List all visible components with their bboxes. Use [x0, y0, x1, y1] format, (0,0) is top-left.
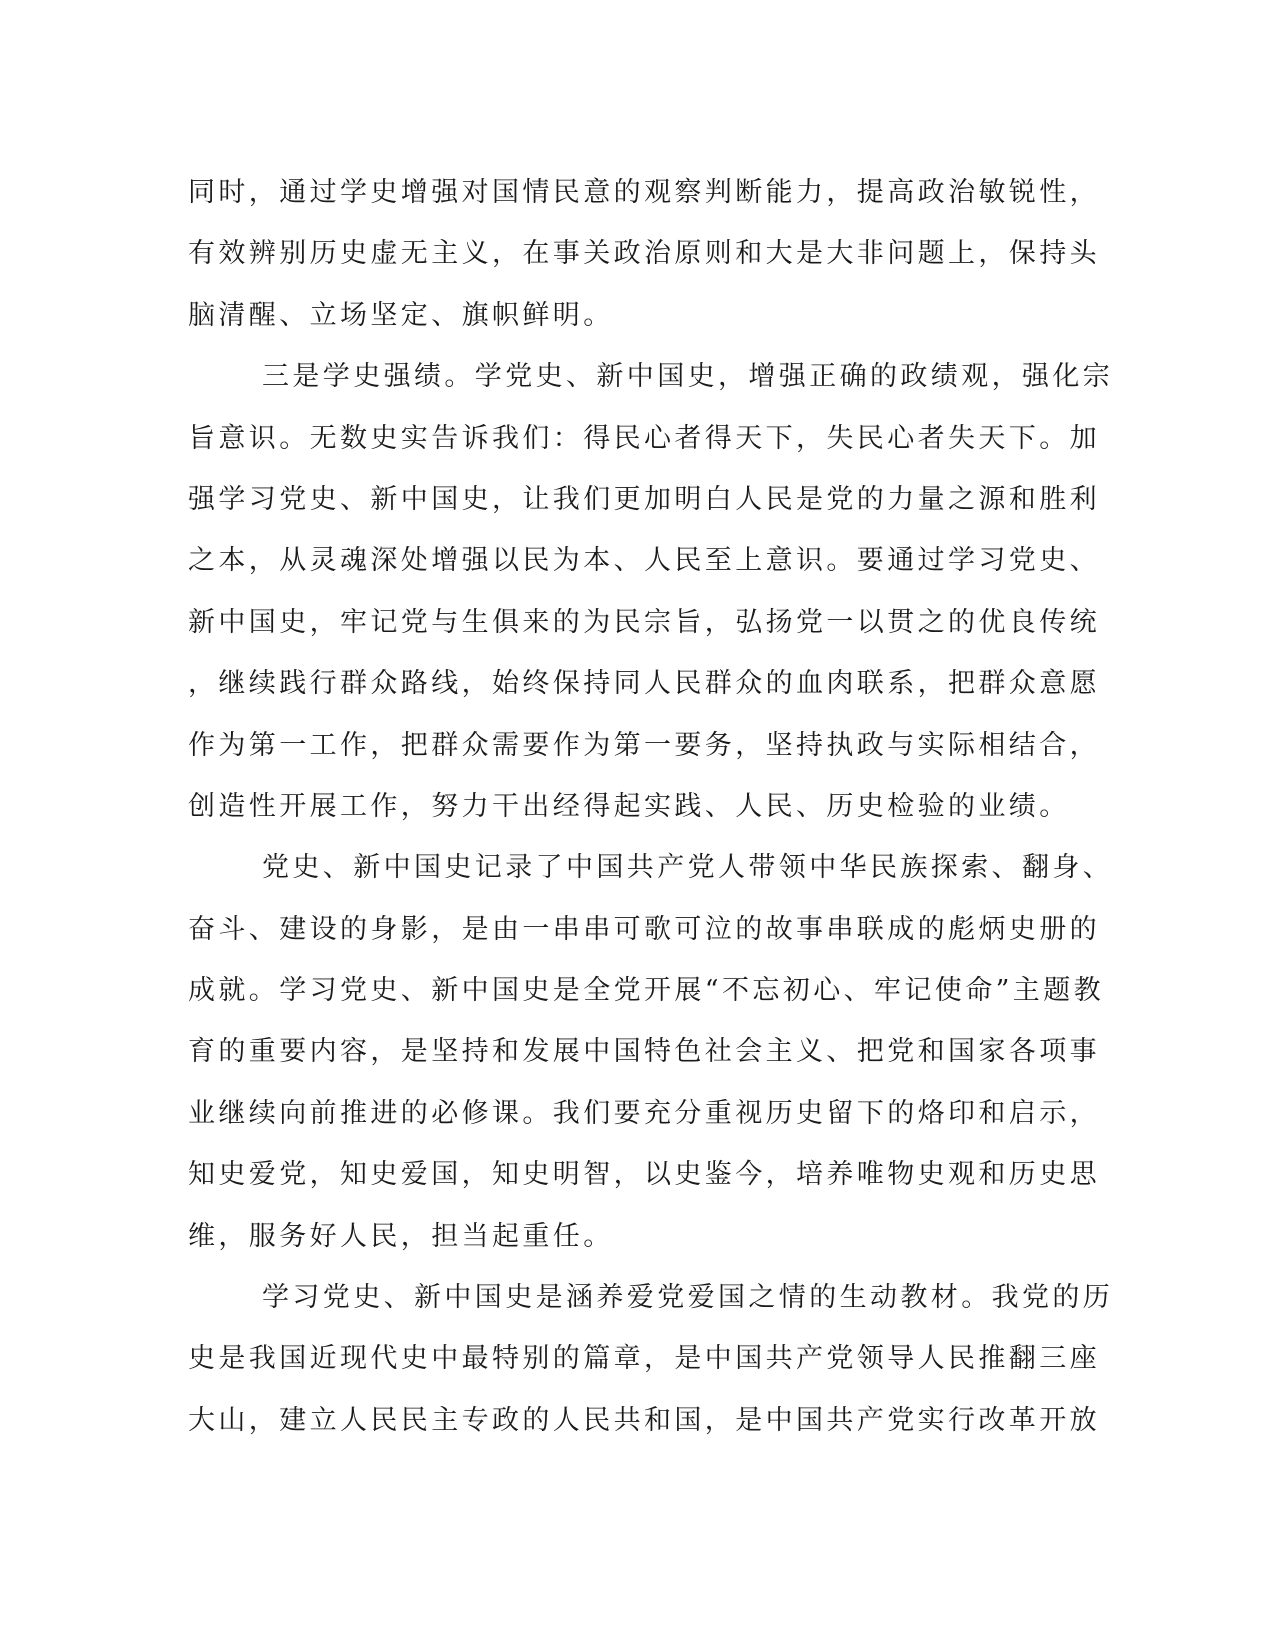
text-line: 创造性开展工作，努力干出经得起实践、人民、历史检验的业绩。: [188, 790, 1070, 822]
text-line: ，继续践行群众路线，始终保持同人民群众的血肉联系，把群众意愿: [188, 668, 1100, 700]
text-line: 育的重要内容，是坚持和发展中国特色社会主义、把党和国家各项事: [188, 1036, 1100, 1068]
text-line: 业继续向前推进的必修课。我们要充分重视历史留下的烙印和启示，: [188, 1097, 1100, 1129]
text-line: 知史爱党，知史爱国，知史明智，以史鉴今，培养唯物史观和历史思: [188, 1159, 1100, 1191]
text-line: 成就。学习党史、新中国史是全党开展“不忘初心、牢记使命”主题教: [188, 975, 1105, 1007]
text-line: 维，服务好人民，担当起重任。: [188, 1220, 614, 1252]
text-line: 旨意识。无数史实告诉我们：得民心者得天下，失民心者失天下。加: [188, 422, 1100, 454]
paragraph-2: [188, 346, 1114, 837]
text-line: 奋斗、建设的身影，是由一串串可歌可泣的故事串联成的彪炳史册的: [188, 913, 1100, 945]
text-line: 大山，建立人民民主专政的人民共和国，是中国共产党实行改革开放: [188, 1404, 1100, 1436]
text-line: 同时，通过学史增强对国情民意的观察判断能力，提高政治敏锐性，: [188, 177, 1100, 208]
text-line: 作为第一工作，把群众需要作为第一要务，坚持执政与实际相结合，: [188, 729, 1100, 761]
paragraph-1: [188, 162, 1100, 346]
document-body: [188, 162, 1114, 1451]
text-line: 之本，从灵魂深处增强以民为本、人民至上意识。要通过学习党史、: [188, 545, 1100, 577]
text-line: 学习党史、新中国史是涵养爱党爱国之情的生动教材。我党的历: [262, 1282, 1114, 1314]
text-line: 新中国史，牢记党与生俱来的为民宗旨，弘扬党一以贯之的优良传统: [188, 606, 1100, 638]
paragraph-3: [188, 837, 1114, 1267]
text-line: 党史、新中国史记录了中国共产党人带领中华民族探索、翻身、: [262, 852, 1114, 884]
text-line: 三是学史强绩。学党史、新中国史，增强正确的政绩观，强化宗: [262, 361, 1114, 393]
text-line: 脑清醒、立场坚定、旗帜鲜明。: [188, 299, 614, 331]
text-line: 有效辨别历史虚无主义，在事关政治原则和大是大非问题上，保持头: [188, 238, 1100, 270]
text-line: 史是我国近现代史中最特别的篇章，是中国共产党领导人民推翻三座: [188, 1343, 1100, 1375]
text-line: 强学习党史、新中国史，让我们更加明白人民是党的力量之源和胜利: [188, 483, 1100, 515]
paragraph-4: [188, 1267, 1114, 1451]
